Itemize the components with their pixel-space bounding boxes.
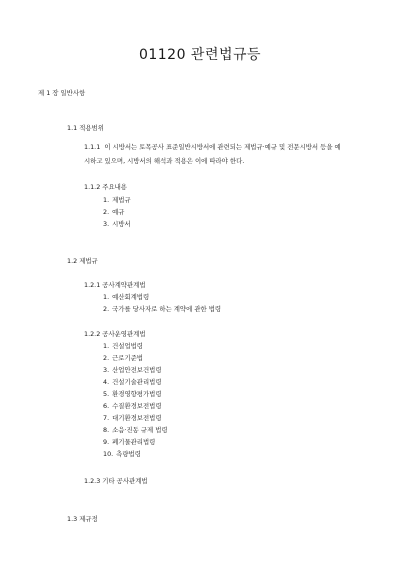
subsection-heading-1-1-2: 1.1.2 주요내용 [84,183,127,191]
paragraph-number: 1.1.1 [84,143,101,151]
list-item [103,378,162,387]
list-label: 제법규 [112,196,131,204]
list-label: 예산회계법령 [112,293,150,301]
list-number: 3. [103,220,110,228]
list-label: 대기환경보전법령 [112,414,162,422]
list-number: 10. [103,450,114,458]
list-number: 2. [103,305,110,313]
list-item [103,450,141,459]
list-label: 시방서 [112,220,131,228]
list-number: 2. [103,354,110,362]
paragraph-text: 이 시방서는 토목공사 표준일반시방서에 관련되는 제법규·예규 및 전문시방서 등을 예시하고 있으며, 시방서의 해석과 적용은 이에 따라야 한다. [84,143,341,165]
list-item [103,354,143,363]
subsection-heading-1-2-3: 1.2.3 기타 공사관계법 [84,477,148,485]
list-number: 1. [103,342,110,350]
list-item [103,414,162,423]
list-label: 예규 [112,208,125,216]
list-item [103,196,131,205]
list-label: 건설기술관리법령 [112,378,162,386]
paragraph-1-1-1 [84,140,342,168]
list-label: 측량법령 [116,450,141,458]
list-item [103,426,168,435]
subsection-heading-1-2-1: 1.2.1 공사계약관계법 [84,281,146,289]
list-label: 근로기준법 [112,354,143,362]
document-title: 01120 관련법규등 [138,47,262,63]
section-heading-1-1: 1.1 적용범위 [67,124,104,132]
list-number: 7. [103,414,110,422]
list-item [103,293,149,302]
list-item [103,208,124,217]
list-label: 수질환경보전법령 [112,402,162,410]
list-number: 3. [103,366,110,374]
list-number: 5. [103,390,110,398]
chapter-heading: 제 1 장 일반사항 [38,89,86,97]
list-number: 1. [103,196,110,204]
subsection-heading-1-2-2: 1.2.2 공사운영관계법 [84,330,146,338]
list-item [103,342,143,351]
list-number: 8. [103,426,110,434]
list-label: 국가를 당사자로 하는 계약에 관한 법령 [112,305,222,313]
list-number: 2. [103,208,110,216]
list-number: 1. [103,293,110,301]
list-label: 폐기물관리법령 [112,438,156,446]
list-number: 4. [103,378,110,386]
list-number: 6. [103,402,110,410]
list-item [103,305,221,314]
section-heading-1-2: 1.2 제법규 [67,257,98,265]
list-item [103,390,162,399]
list-item [103,366,162,375]
list-number: 9. [103,438,110,446]
list-item [103,438,155,447]
list-label: 건설업법령 [112,342,143,350]
list-label: 산업안전보건법령 [112,366,162,374]
list-item [103,402,162,411]
list-label: 환경영향평가법령 [112,390,162,398]
section-heading-1-3: 1.3 제규정 [67,515,98,523]
list-item [103,220,131,229]
list-label: 소음·진동 규제 법령 [112,426,168,434]
